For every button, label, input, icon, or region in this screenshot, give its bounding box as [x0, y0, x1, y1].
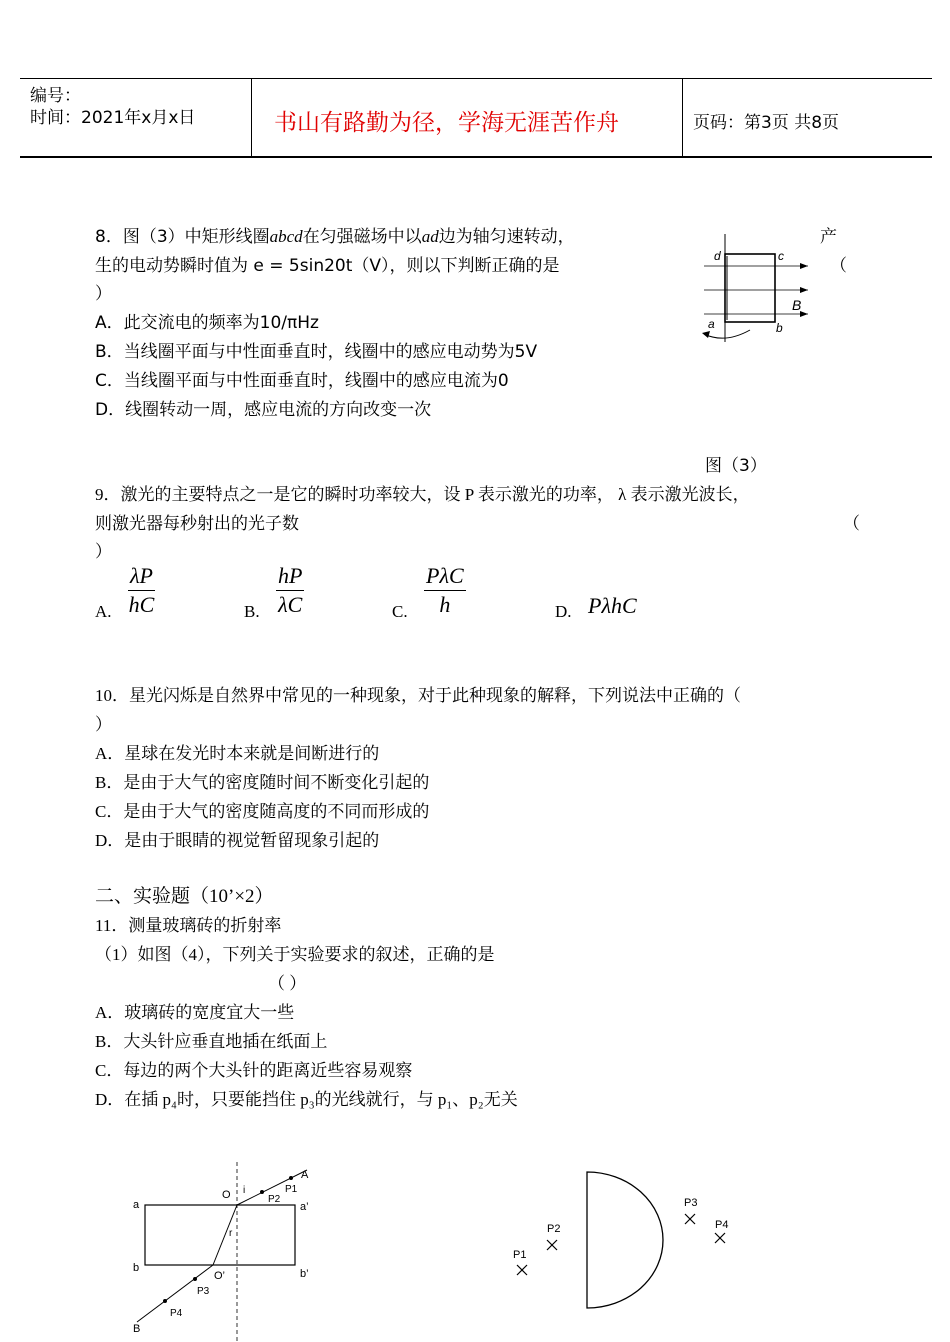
- fig4-label-A: A: [301, 1169, 309, 1181]
- pin-p4-mark: [715, 1233, 725, 1243]
- fig3-label-b: b: [776, 321, 783, 335]
- figure-3-caption: 图（3）: [705, 456, 767, 476]
- q9-option-a-fraction: [128, 562, 155, 619]
- q10-line1: 10．星光闪烁是自然界中常见的一种现象，对于此种现象的解释，下列说法中正确的（: [95, 686, 741, 705]
- q8-var-abcd: abcd: [269, 227, 303, 246]
- fig3-label-B: B: [792, 297, 802, 313]
- header-divider-left: [251, 78, 252, 156]
- fig4-label-p1: P1: [285, 1184, 298, 1195]
- q8-line1-pre: 8．图（3）中矩形线圈: [95, 227, 270, 247]
- q9-option-c-numerator: PλC: [424, 562, 466, 591]
- q8-equation: e = 5sin20t（V），则以下判断正确的是: [253, 256, 560, 276]
- fig3-label-a: a: [708, 317, 715, 331]
- q9-option-b-denominator: λC: [278, 592, 303, 617]
- fig4-label-o: O: [222, 1189, 231, 1201]
- q8-line3: ）: [95, 284, 112, 304]
- q8-option-b: B．当线圈平面与中性面垂直时，线圈中的感应电动势为5V: [95, 342, 538, 362]
- q9-line3: ）: [95, 542, 112, 561]
- fig4-label-r: r: [229, 1228, 233, 1239]
- fig5-label-p4: P4: [715, 1219, 729, 1231]
- q8-line1-post: 边为轴匀速转动，: [438, 227, 575, 247]
- q11-option-a: A．玻璃砖的宽度宜大一些: [95, 1003, 295, 1022]
- q8-line2: [95, 251, 560, 276]
- q9-option-a-denominator: hC: [128, 592, 155, 617]
- q8-option-d: D．线圈转动一周，感应电流的方向改变一次: [95, 400, 432, 420]
- q9-option-b-label: B.: [244, 602, 260, 621]
- q9-option-c-fraction: [424, 562, 466, 619]
- header-page: 页码：第3页 共8页: [693, 113, 840, 133]
- fig4-label-o-prime: O’: [214, 1270, 225, 1282]
- figure-5-semicircle-diagram: [505, 1168, 745, 1318]
- q9-option-a-label: A.: [95, 602, 112, 621]
- fig3-label-c: c: [778, 249, 784, 263]
- q10-option-b: B．是由于大气的密度随时间不断变化引起的: [95, 773, 430, 792]
- q10-option-d: D．是由于眼睛的视觉暂留现象引起的: [95, 831, 380, 850]
- q9-line1: 9．激光的主要特点之一是它的瞬时功率较大，设 P 表示激光的功率， λ 表示激光波长，: [95, 485, 750, 504]
- fig4-label-a: a: [133, 1199, 140, 1211]
- fig5-label-p1: P1: [513, 1249, 527, 1261]
- q10-option-c: C．是由于大气的密度随高度的不同而形成的: [95, 802, 430, 821]
- q9-option-d-label: D.: [555, 602, 572, 621]
- fig4-label-a-prime: a’: [300, 1201, 309, 1213]
- q9-option-c-denominator: h: [439, 592, 451, 617]
- fig4-label-B: B: [133, 1323, 141, 1335]
- fig5-label-p2: P2: [547, 1223, 561, 1235]
- q9-line2-end: （: [843, 514, 860, 533]
- header-top-line: [20, 78, 932, 79]
- q11-title: 11．测量玻璃砖的折射率: [95, 916, 282, 935]
- q8-line2-end: （: [830, 256, 847, 276]
- header-code: 编号：: [30, 86, 81, 106]
- q11-option-c: C．每边的两个大头针的距离近些容易观察: [95, 1061, 413, 1080]
- q8-var-ad: ad: [421, 227, 439, 246]
- pin-p1-mark: [517, 1265, 527, 1275]
- q8-option-a: A．此交流电的频率为10/πHz: [95, 313, 319, 333]
- q11-option-d: D．在插 p₄时，只要能挡住 p₃的光线就行，与 p₁、p₂无关: [95, 1090, 518, 1109]
- fig5-label-p3: P3: [684, 1197, 698, 1209]
- q9-line2: 则激光器每秒射出的光子数: [95, 514, 299, 533]
- q9-option-c-label: C.: [392, 602, 408, 621]
- q11-option-b: B．大头针应垂直地插在纸面上: [95, 1032, 328, 1051]
- pin-p3-mark: [685, 1214, 695, 1224]
- q11-answer-blank: （ ）: [268, 974, 307, 993]
- fig4-label-p4: P4: [170, 1308, 183, 1319]
- q8-line1-end: 产: [820, 227, 837, 247]
- fig4-label-p2: P2: [268, 1194, 281, 1205]
- figure-4-glass-slab-diagram: [125, 1160, 330, 1342]
- figure-3-coil-diagram: [690, 232, 815, 347]
- pin-p2-mark: [547, 1240, 557, 1250]
- fig4-label-p3: P3: [197, 1286, 210, 1297]
- q9-option-a-numerator: λP: [128, 562, 155, 591]
- fig3-label-d: d: [714, 249, 721, 263]
- q10-option-a: A．星球在发光时本来就是间断进行的: [95, 744, 380, 763]
- header-time: 时间：2021年x月x日: [30, 108, 196, 128]
- q8-option-c: C．当线圈平面与中性面垂直时，线圈中的感应电流为0: [95, 371, 509, 391]
- q11-subquestion: （1）如图（4），下列关于实验要求的叙述，正确的是: [95, 945, 495, 964]
- q9-option-b-numerator: hP: [276, 562, 304, 591]
- q9-option-d-expression: PλhC: [588, 593, 637, 618]
- q10-line2: ）: [95, 715, 112, 734]
- q8-line1-mid: 在匀强磁场中以: [302, 227, 422, 247]
- section-2-title: 二、实验题（10’×2）: [95, 886, 274, 907]
- q8-line2-text: 生的电动势瞬时值为: [95, 256, 248, 276]
- fig4-label-b-prime: b’: [300, 1268, 309, 1280]
- header-bottom-line: [20, 156, 932, 158]
- q9-option-b-fraction: [276, 562, 304, 619]
- header-motto: 书山有路勤为径，学海无涯苦作舟: [274, 110, 619, 136]
- header-divider-right: [682, 78, 683, 156]
- fig4-label-b: b: [133, 1262, 140, 1274]
- fig4-label-i: i: [243, 1185, 246, 1196]
- q8-line1: [95, 222, 575, 247]
